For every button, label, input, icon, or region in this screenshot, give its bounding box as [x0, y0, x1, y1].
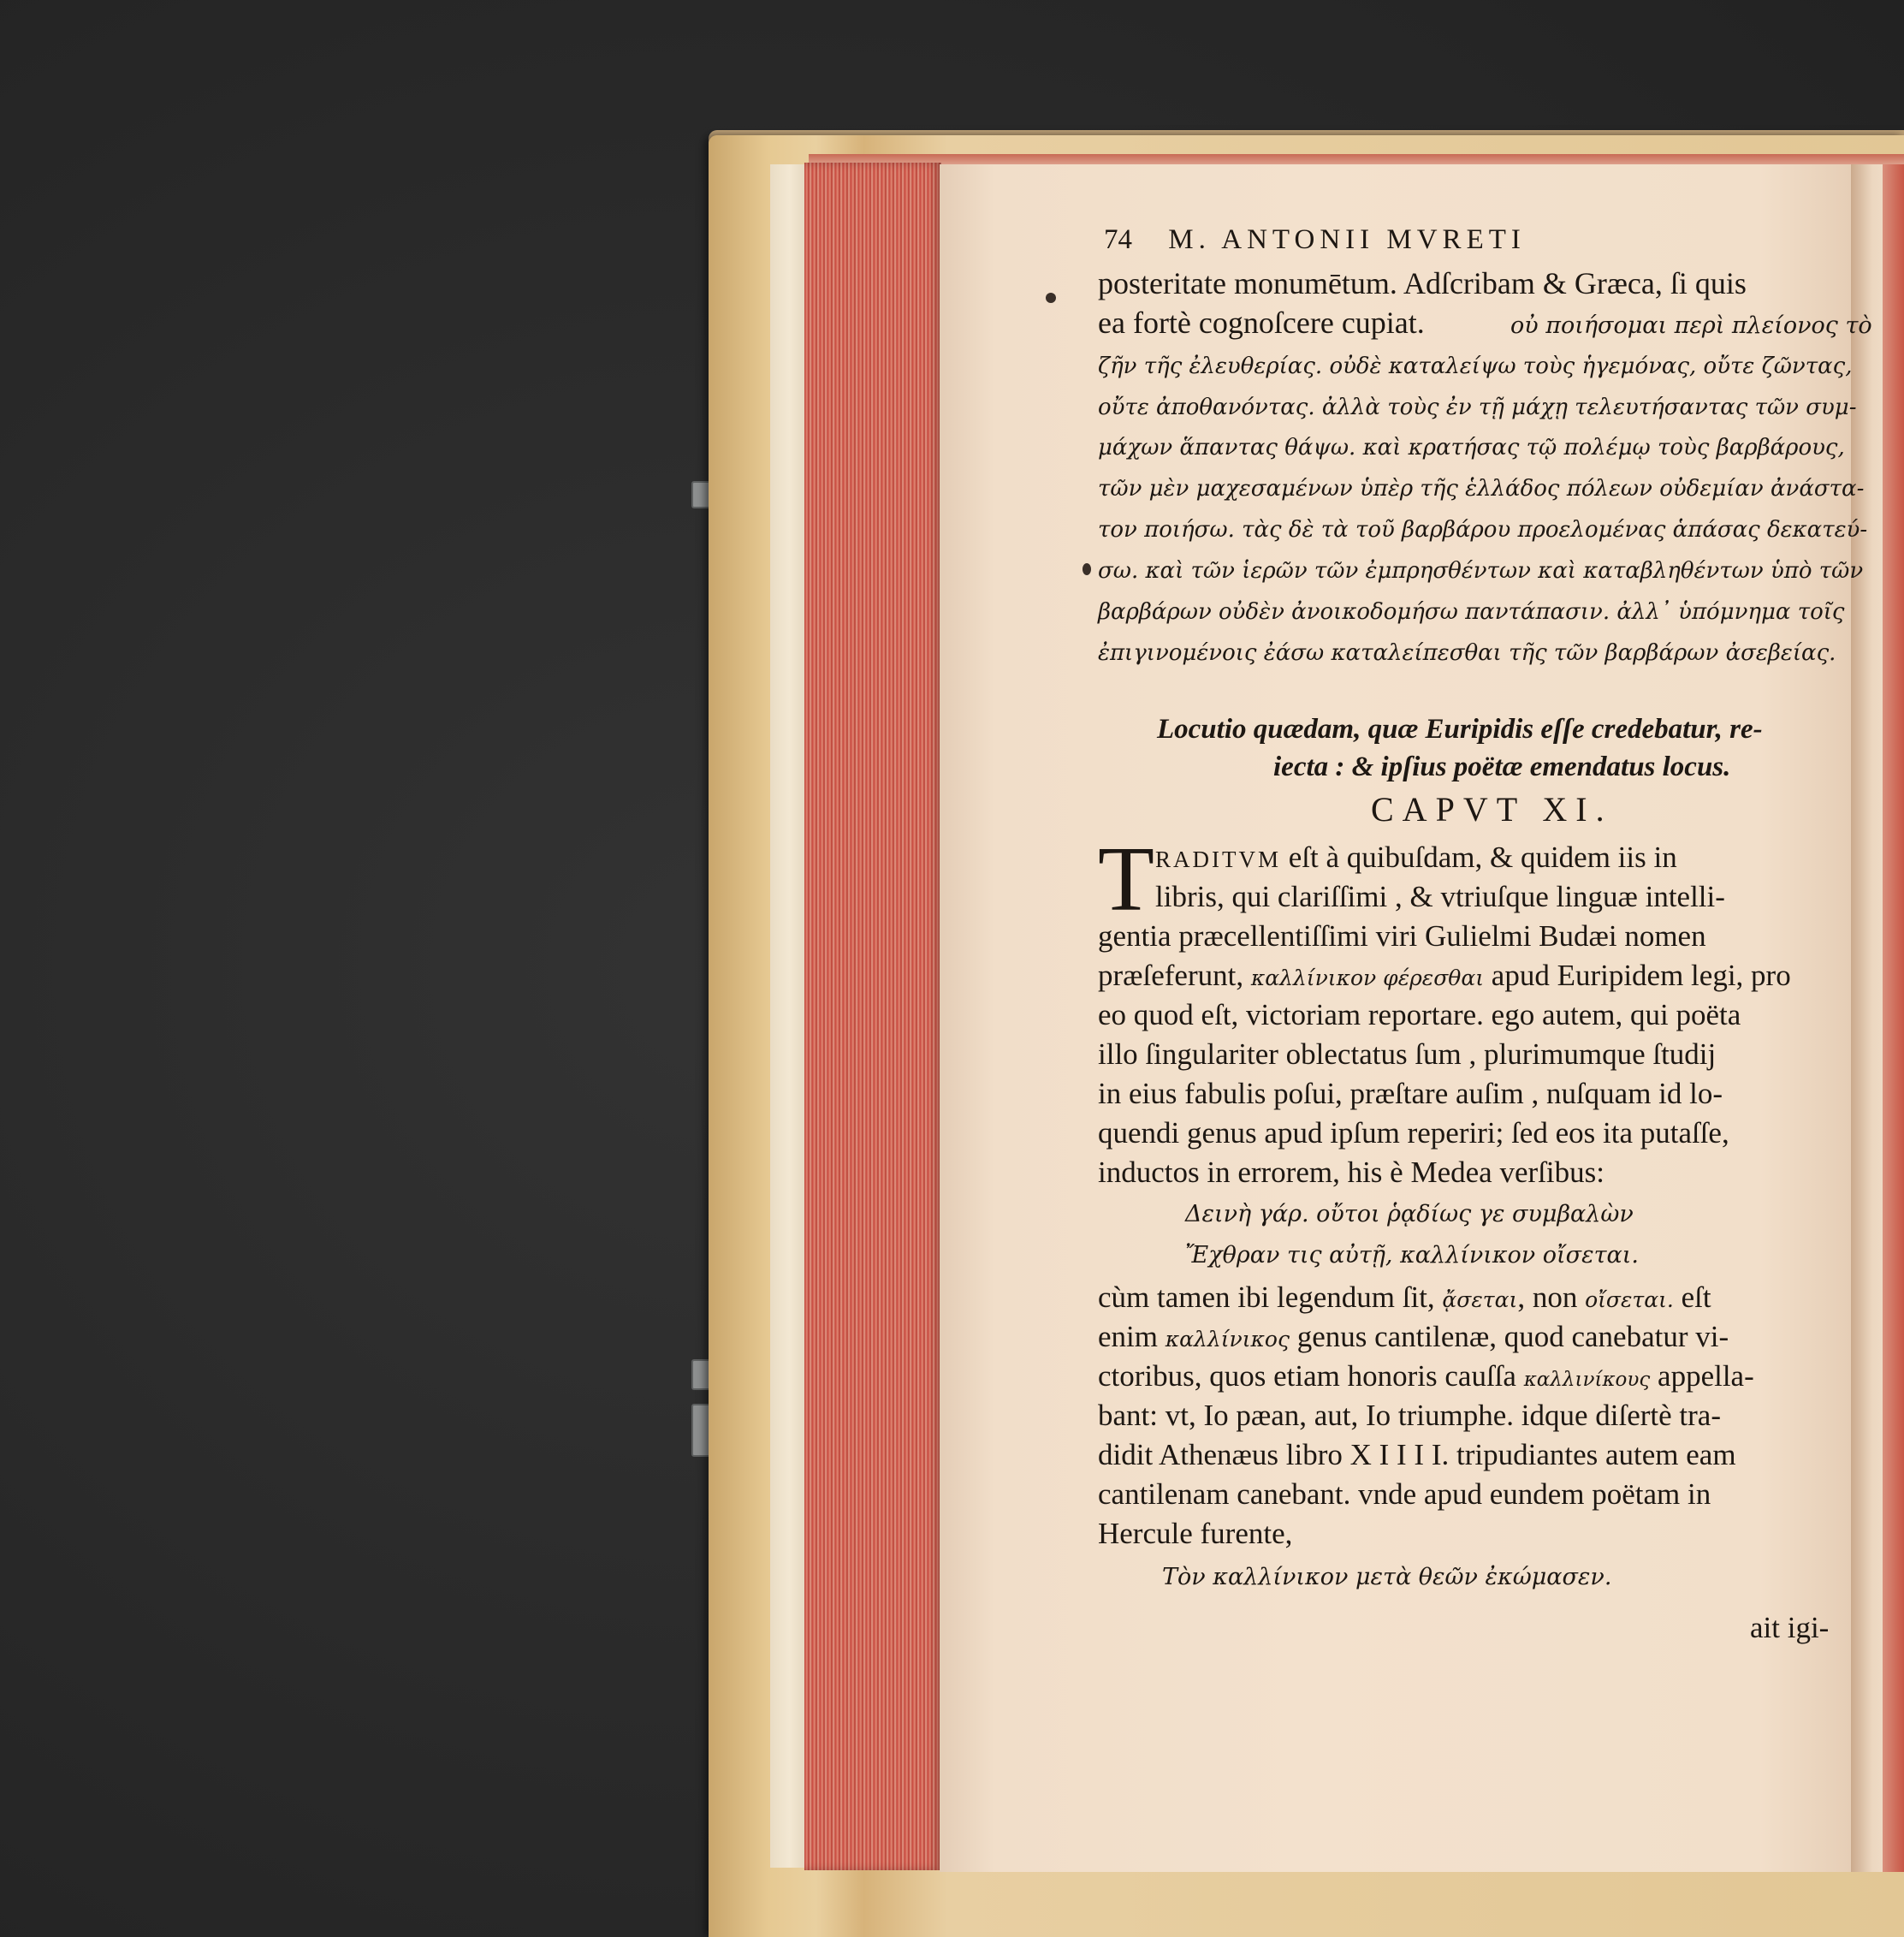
greek-line: οὔτε ἀποθανόντας. ἀλλὰ τοὺς ἐν τῇ μάχῃ τελευτήσαντας τῶν συμ-	[1098, 395, 1857, 420]
body-line: gentia præcellentiſſimi viri Gulielmi Budæi nomen	[1098, 919, 1706, 953]
body-text: genus cantilenæ, quod canebatur vi-	[1296, 1320, 1729, 1353]
catchword: ait igi-	[1750, 1611, 1830, 1644]
body-line: Hercule furente,	[1098, 1517, 1293, 1550]
running-title: M. ANTONII MVRETI	[1168, 224, 1526, 255]
verse-line: Δεινὴ γάρ. οὔτοι ῥᾳδίως γε συμβαλὼν	[1185, 1201, 1634, 1227]
body-line	[1155, 839, 1677, 878]
greek-inline: ᾄσεται	[1442, 1287, 1518, 1312]
verse-line: Ἔχθραν τις αὐτῇ, καλλίνικον οἴσεται.	[1185, 1242, 1639, 1269]
facing-page-edge	[1883, 164, 1904, 1872]
greek-inline: καλλίνικος	[1165, 1327, 1290, 1352]
running-head	[1104, 224, 1526, 256]
greek-line: οὐ ποιήσομαι περὶ πλείονος τὸ	[1510, 312, 1872, 339]
chapter-title-line: iecta : & ipſius poëtæ emendatus locus.	[1273, 752, 1731, 782]
body-line: inductos in errorem, his è Medea verſibus:	[1098, 1156, 1604, 1189]
drop-capital: T	[1098, 829, 1154, 930]
body-text: apud Euripidem legi, pro	[1491, 959, 1791, 992]
body-line: quendi genus apud ipſum reperiri; ſed eos ita putaſſe,	[1098, 1116, 1729, 1150]
greek-line: ἐπιγινομένοις ἐάσω καταλείπεσθαι τῆς τῶν βαρβάρων ἀσεβείας.	[1098, 640, 1836, 666]
body-line: illo ſingulariter oblectatus ſum , plurimumque ſtudij	[1098, 1037, 1717, 1071]
chapter-title-line: Locutio quædam, quæ Euripidis eſſe credebatur, re-	[1157, 714, 1763, 745]
body-line	[1098, 1279, 1711, 1318]
text-line: posteritate monumētum. Adſcribam & Græca, ſi quis	[1098, 266, 1747, 300]
greek-inline: οἴσεται.	[1585, 1287, 1674, 1312]
body-text: præſeferunt,	[1098, 959, 1244, 992]
greek-line: βαρβάρων οὐδὲν ἀνοικοδομήσω παντάπασιν. ἀλλ᾽ ὑπόμνημα τοῖς	[1098, 599, 1845, 625]
page-number: 74	[1104, 224, 1132, 255]
greek-line: τον ποιήσω. τὰς δὲ τὰ τοῦ βαρβάρου προελομένας ἁπάσας δεκατεύ-	[1098, 517, 1868, 543]
page-stack	[770, 164, 809, 1868]
body-text: appella-	[1658, 1359, 1754, 1393]
body-line	[1098, 957, 1791, 996]
body-line	[1098, 1358, 1754, 1399]
greek-inline: καλλίνικον φέρεσθαι	[1250, 966, 1485, 990]
verse-line: Τὸν καλλίνικον μετὰ θεῶν ἐκώμασεν.	[1162, 1564, 1612, 1590]
body-line: cantilenam canebant. vnde apud eundem poëtam in	[1098, 1477, 1711, 1511]
body-text: eſt	[1681, 1280, 1711, 1314]
body-line: in eius fabulis poſui, præſtare auſim , nuſquam id lo-	[1098, 1077, 1723, 1110]
body-text: enim	[1098, 1320, 1158, 1353]
body-text: eſt à quibuſdam, & quidem iis in	[1288, 841, 1677, 874]
wormhole	[1082, 563, 1091, 575]
first-word: RADITVM	[1155, 847, 1281, 872]
body-text: , non	[1517, 1280, 1578, 1314]
greek-inline: καλλινίκους	[1523, 1369, 1651, 1391]
red-page-edges	[804, 163, 941, 1870]
chapter-heading: CAPVT XI.	[1371, 790, 1613, 829]
greek-line: μάχων ἅπαντας θάψω. καὶ κρατήσας τῷ πολέμῳ τοὺς βαρβάρους,	[1098, 435, 1845, 460]
text-line: ea fortè cognoſcere cupiat.	[1098, 306, 1425, 340]
body-text: cùm tamen ibi legendum ſit,	[1098, 1280, 1435, 1314]
body-line: didit Athenæus libro X I I I I. tripudiantes autem eam	[1098, 1438, 1736, 1471]
body-line	[1098, 1318, 1729, 1358]
body-line: eo quod eſt, victoriam reportare. ego autem, qui poëta	[1098, 998, 1741, 1031]
body-line: libris, qui clariſſimi , & vtriuſque linguæ intelli-	[1155, 880, 1725, 913]
greek-line: σω. καὶ τῶν ἱερῶν τῶν ἐμπρησθέντων καὶ καταβληθέντων ὑπὸ τῶν	[1098, 558, 1864, 584]
greek-line: ζῆν τῆς ἐλευθερίας. οὐδὲ καταλείψω τοὺς ἡγεμόνας, οὔτε ζῶντας,	[1098, 354, 1853, 379]
body-line: bant: vt, Io pæan, aut, Io triumphe. idque diſertè tra-	[1098, 1399, 1721, 1432]
greek-line: τῶν μὲν μαχεσαμένων ὑπὲρ τῆς ἑλλάδος πόλεων οὐδεμίαν ἀνάστα-	[1098, 476, 1865, 502]
body-text: ctoribus, quos etiam honoris cauſſa	[1098, 1359, 1516, 1393]
wormhole	[1046, 293, 1056, 303]
